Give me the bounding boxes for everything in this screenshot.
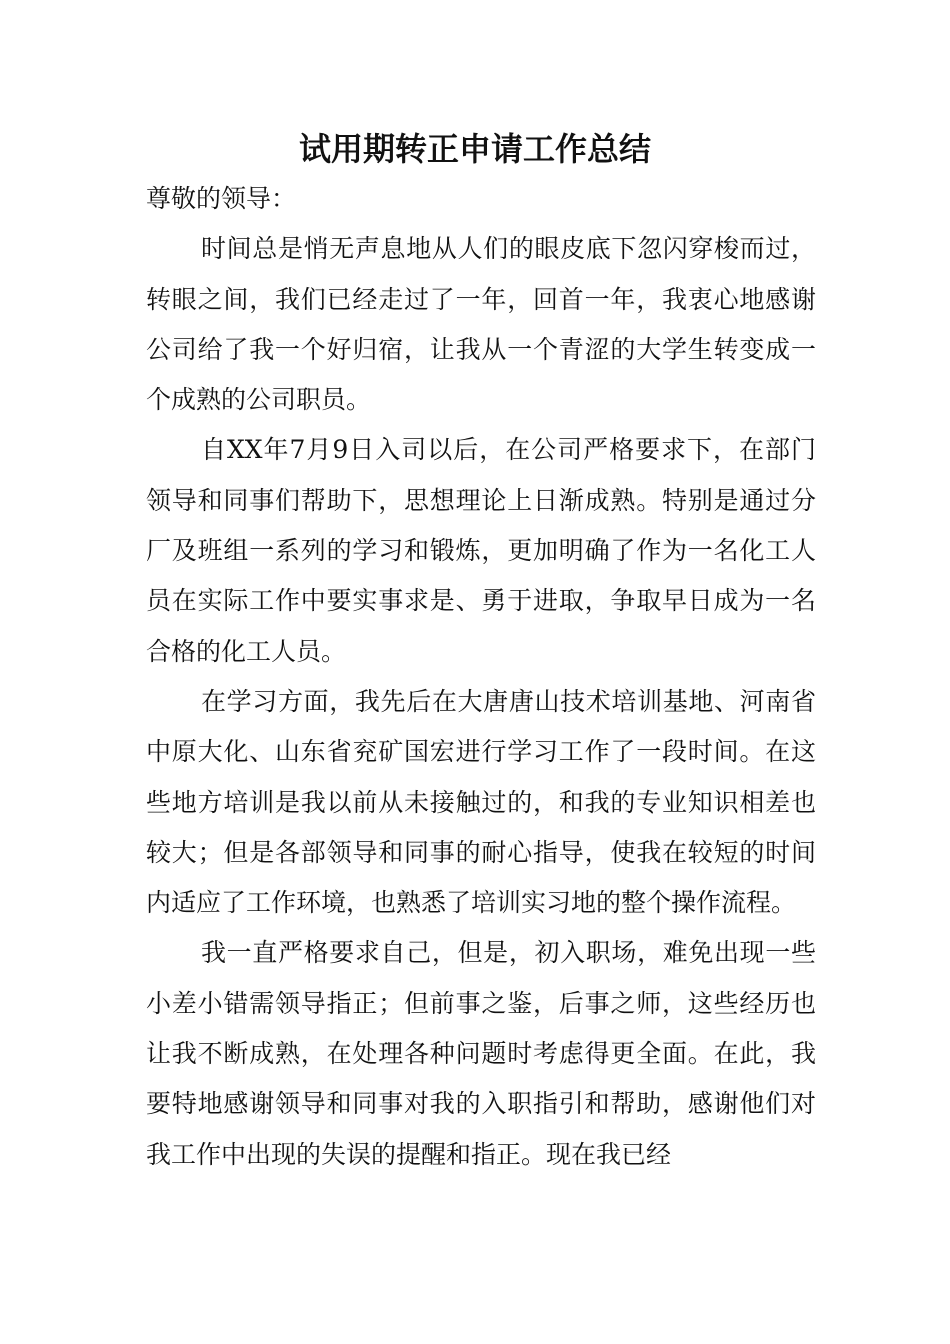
document-body	[146, 174, 816, 1180]
paragraph-2: 自XX年7月9日入司以后，在公司严格要求下，在部门领导和同事们帮助下，思想理论上日渐成熟。特别是通过分厂及班组一系列的学习和锻炼，更加明确了作为一名化工人员在实际工作中要实事求是、勇于进取，争取早日成为一名合格的化工人员。	[146, 435, 816, 666]
paragraph-3: 在学习方面，我先后在大唐唐山技术培训基地、河南省中原大化、山东省兖矿国宏进行学习工作了一段时间。在这些地方培训是我以前从未接触过的，和我的专业知识相差也较大；但是各部领导和同事的耐心指导，使我在较短的时间内适应了工作环境，也熟悉了培训实习地的整个操作流程。	[146, 686, 816, 918]
paragraph-1: 时间总是悄无声息地从人们的眼皮底下忽闪穿梭而过，转眼之间，我们已经走过了一年，回首一年，我衷心地感谢公司给了我一个好归宿，让我从一个青涩的大学生转变成一个成熟的公司职员。	[146, 234, 816, 415]
salutation: 尊敬的领导：	[146, 184, 297, 213]
paragraph-4: 我一直严格要求自己，但是，初入职场，难免出现一些小差小错需领导指正；但前事之鉴，后事之师，这些经历也让我不断成熟，在处理各种问题时考虑得更全面。在此，我要特地感谢领导和同事对我的入职指引和帮助，感谢他们对我工作中出现的失误的提醒和指正。现在我已经	[146, 938, 816, 1169]
document-title: 试用期转正申请工作总结	[298, 130, 651, 168]
